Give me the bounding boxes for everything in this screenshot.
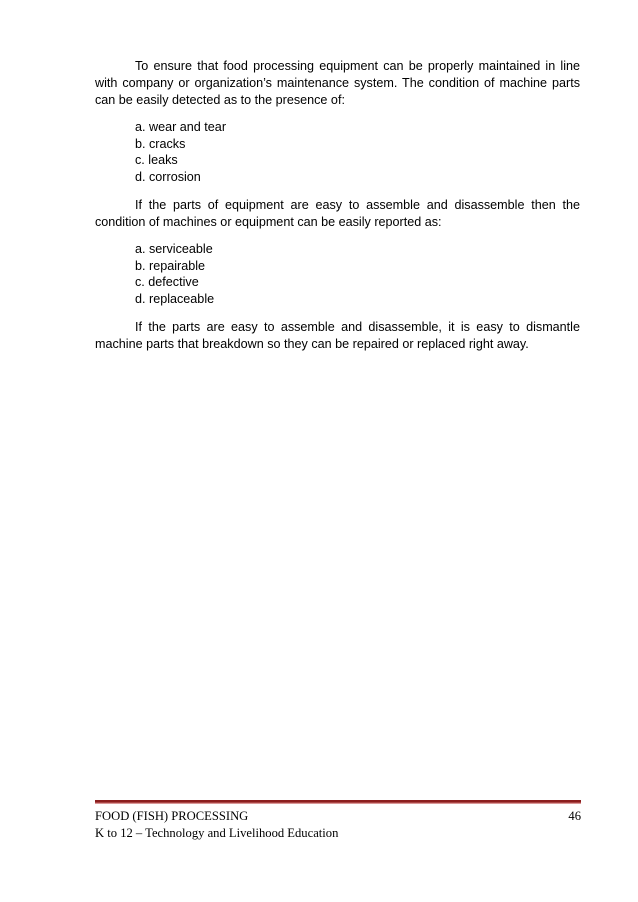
- paragraph-dismantle: If the parts are easy to assemble and disassemble, it is easy to dismantle machine parts that breakdown so they can be repaired or replaced right away.: [95, 320, 580, 351]
- list-item: a. wear and tear: [135, 120, 227, 134]
- defects-list: [95, 119, 580, 185]
- footer-title: FOOD (FISH) PROCESSING: [95, 809, 249, 823]
- list-item: b. repairable: [135, 258, 206, 273]
- page-footer: [95, 808, 581, 842]
- footer-subtitle: K to 12 – Technology and Livelihood Education: [95, 826, 339, 840]
- list-item: d. corrosion: [135, 169, 201, 184]
- list-item: c. leaks: [135, 153, 178, 167]
- footer-divider: [95, 800, 581, 804]
- condition-list: [95, 241, 580, 307]
- paragraph-intro: To ensure that food processing equipment can be properly maintained in line with company or organization’s maintenance system. The condition of machine parts can be easily detected as to the presence of:: [95, 59, 580, 107]
- paragraph-assembly: If the parts of equipment are easy to assemble and disassemble then the condition of machines or equipment can be easily reported as:: [95, 198, 580, 229]
- list-item: c. defective: [135, 275, 199, 289]
- list-item: b. cracks: [135, 136, 186, 151]
- page-body: [95, 58, 580, 363]
- list-item: a. serviceable: [135, 242, 213, 256]
- footer-title-row: [95, 808, 581, 825]
- list-item: d. replaceable: [135, 291, 215, 306]
- page-number: 46: [568, 809, 581, 823]
